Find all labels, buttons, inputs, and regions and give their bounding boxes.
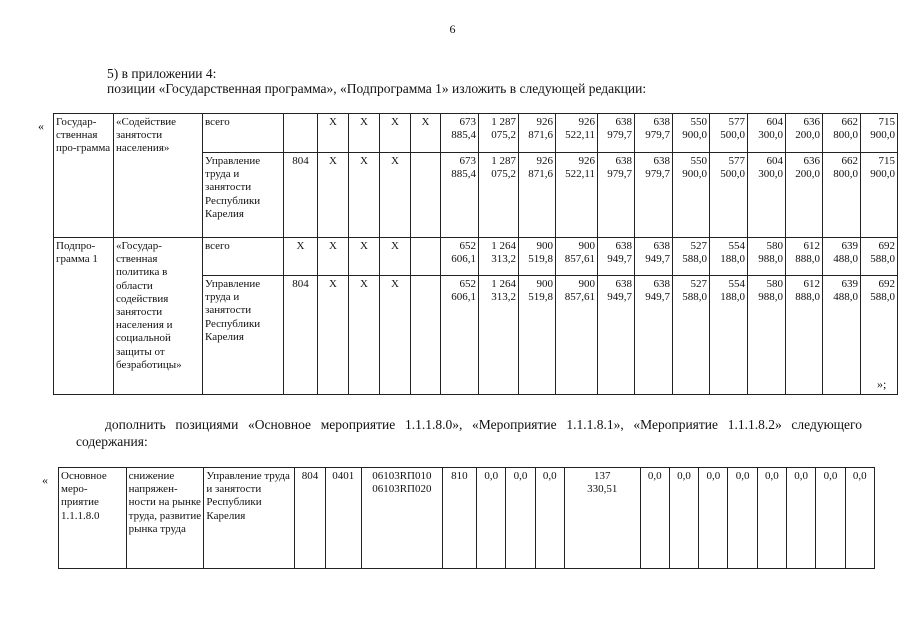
value-cell: 639 488,0 — [823, 238, 861, 276]
value-cell: 926 871,6 — [519, 153, 556, 238]
csr-code: 06103RП020 — [372, 483, 432, 496]
value-cell: 0,0 — [699, 468, 728, 569]
value-cell: 638 949,7 — [635, 276, 673, 395]
name-cell: «Государ-ственная политика в области содействия занятости населения и социальной защиты от безработицы» — [114, 238, 203, 395]
csr-cell: X — [349, 238, 380, 276]
name-cell: снижение напряжен-ности на рынке труда, развитие рынка труда — [126, 468, 204, 569]
value-cell: 554 188,0 — [710, 276, 748, 395]
value-cell: 604 300,0 — [748, 153, 786, 238]
value-cell: 1 287 075,2 — [479, 114, 519, 153]
value-cell: 0,0 — [728, 468, 757, 569]
value-cell: 0,0 — [787, 468, 816, 569]
extra-cell — [411, 238, 441, 276]
value-cell: 692 588,0 — [861, 276, 898, 395]
value-cell: 715 900,0 — [861, 114, 898, 153]
table-row — [59, 468, 875, 569]
value-cell: 527 588,0 — [673, 276, 710, 395]
value-cell: 0,0 — [477, 468, 506, 569]
value-cell: 636 200,0 — [786, 153, 823, 238]
value-cell: 580 988,0 — [748, 238, 786, 276]
rzpr-cell: X — [318, 114, 349, 153]
vr-cell: X — [380, 276, 411, 395]
value-cell: 638 979,7 — [635, 153, 673, 238]
value-cell: 638 949,7 — [635, 238, 673, 276]
value-cell: 554 188,0 — [710, 238, 748, 276]
value-cell: 638 979,7 — [598, 153, 635, 238]
opening-quote: « — [38, 119, 44, 133]
value-cell: 1 264 313,2 — [479, 276, 519, 395]
value-cell: 926 522,11 — [556, 153, 598, 238]
value-cell: 636 200,0 — [786, 114, 823, 153]
value-cell: 577 500,0 — [710, 153, 748, 238]
extra-cell — [411, 153, 441, 238]
value-cell: 652 606,1 — [441, 276, 479, 395]
rzpr-cell: X — [318, 276, 349, 395]
activity-table — [58, 467, 875, 569]
value-cell: 900 519,8 — [519, 276, 556, 395]
value-cell: 639 488,0 — [823, 276, 861, 395]
grbs-cell: 804 — [284, 276, 318, 395]
value-cell: 527 588,0 — [673, 238, 710, 276]
name-cell: «Содействие занятости населения» — [114, 114, 203, 238]
table-row — [54, 238, 898, 276]
intro-text: позиции «Государственная программа», «Подпрограмма 1» изложить в следующей редакции: — [107, 81, 647, 96]
grbs-cell — [284, 114, 318, 153]
value-cell: 662 800,0 — [823, 114, 861, 153]
value-cell: 662 800,0 — [823, 153, 861, 238]
value-cell: 692 588,0 — [861, 238, 898, 276]
value-cell: 0,0 — [845, 468, 874, 569]
value-cell: 0,0 — [506, 468, 535, 569]
value-cell: 612 888,0 — [786, 276, 823, 395]
intro-heading: 5) в приложении 4: — [107, 66, 217, 81]
value-cell: 638 949,7 — [598, 238, 635, 276]
value-cell: 550 900,0 — [673, 153, 710, 238]
rzpr-cell: X — [318, 238, 349, 276]
value-cell: 673 885,4 — [441, 114, 479, 153]
value-cell: 0,0 — [757, 468, 786, 569]
rzpr-cell: X — [318, 153, 349, 238]
value-cell: 0,0 — [640, 468, 669, 569]
value-cell: 715 900,0 — [861, 153, 898, 238]
csr-cell: X — [349, 114, 380, 153]
value-cell: 900 857,61 — [556, 238, 598, 276]
extra-cell — [411, 276, 441, 395]
value-cell: 0,0 — [669, 468, 698, 569]
value-cell: 612 888,0 — [786, 238, 823, 276]
vr-cell: X — [380, 114, 411, 153]
csr-cell: X — [349, 276, 380, 395]
value-cell: 577 500,0 — [710, 114, 748, 153]
status-cell: Государ-ственная про-грамма — [54, 114, 114, 238]
executor-cell: Управление труда и занятости Республики Карелия — [204, 468, 295, 569]
extra-cell: X — [411, 114, 441, 153]
page-number: 6 — [449, 22, 456, 36]
value-cell: 638 979,7 — [635, 114, 673, 153]
vr-cell: 810 — [442, 468, 476, 569]
csr-cell — [361, 468, 442, 569]
value-cell: 1 264 313,2 — [479, 238, 519, 276]
value-cell: 926 871,6 — [519, 114, 556, 153]
executor-cell: всего — [203, 238, 284, 276]
amendment-paragraph: дополнить позициями «Основное мероприятие 1.1.1.8.0», «Мероприятие 1.1.1.8.1», «Мероприятие 1.1.1.8.2» следующего содержания: — [76, 417, 862, 449]
vr-cell: X — [380, 153, 411, 238]
csr-cell: X — [349, 153, 380, 238]
value-cell: 926 522,11 — [556, 114, 598, 153]
value-cell: 550 900,0 — [673, 114, 710, 153]
value-cell: 1 287 075,2 — [479, 153, 519, 238]
vr-cell: X — [380, 238, 411, 276]
value-cell: 900 857,61 — [556, 276, 598, 395]
value-cell: 638 979,7 — [598, 114, 635, 153]
grbs-cell: 804 — [295, 468, 325, 569]
value-cell: 652 606,1 — [441, 238, 479, 276]
status-cell: Подпро-грамма 1 — [54, 238, 114, 395]
closing-quote: »; — [877, 377, 887, 391]
grbs-cell: X — [284, 238, 318, 276]
value-cell: 673 885,4 — [441, 153, 479, 238]
value-cell: 604 300,0 — [748, 114, 786, 153]
csr-code: 06103RП010 — [372, 470, 432, 482]
executor-cell: Управление труда и занятости Республики Карелия — [203, 276, 284, 395]
grbs-cell: 804 — [284, 153, 318, 238]
opening-quote: « — [42, 473, 48, 487]
value-cell: 638 949,7 — [598, 276, 635, 395]
table-row — [54, 114, 898, 153]
value-cell: 0,0 — [535, 468, 564, 569]
program-table — [53, 113, 898, 395]
value-cell: 137 330,51 — [564, 468, 640, 569]
value-cell: 0,0 — [816, 468, 845, 569]
rzpr-cell: 0401 — [325, 468, 361, 569]
value-cell: 900 519,8 — [519, 238, 556, 276]
executor-cell: всего — [203, 114, 284, 153]
value-cell: 580 988,0 — [748, 276, 786, 395]
executor-cell: Управление труда и занятости Республики Карелия — [203, 153, 284, 238]
status-cell: Основное меро-приятие 1.1.1.8.0 — [59, 468, 127, 569]
